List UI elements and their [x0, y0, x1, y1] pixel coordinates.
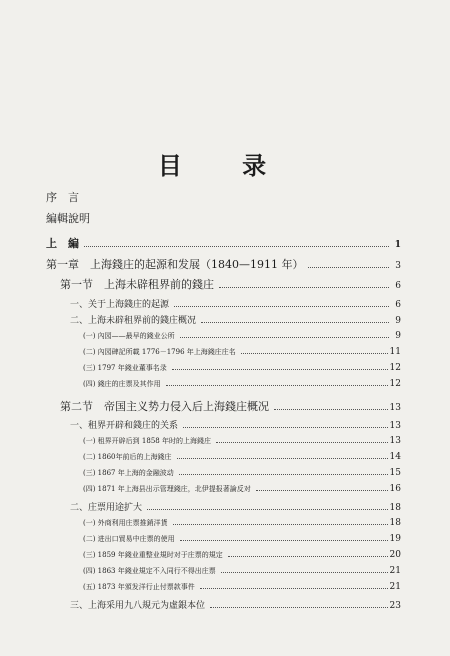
toc-entry-label: (三) 1859 年錢业重整业規时对于庄票的規定 [83, 551, 223, 559]
toc-entry-page-number: 18 [389, 518, 401, 528]
dot-leader [221, 571, 388, 573]
toc-entry-page-number: 12 [389, 363, 401, 373]
toc-entry[interactable] [83, 347, 401, 357]
front-matter-editorial-notes: 編輯說明 [46, 212, 90, 225]
toc-entry-page-number: 19 [389, 534, 401, 544]
toc-entry[interactable] [70, 418, 401, 431]
dot-leader [308, 266, 389, 268]
toc-entry[interactable] [70, 598, 401, 611]
dot-leader [241, 352, 388, 354]
toc-entry-label: (一) 租界开辟后到 1858 年时的上海錢庄 [83, 437, 211, 445]
toc-entry-page-number: 21 [389, 582, 401, 592]
toc-entry-label: (四) 1871 年上海县出示管理錢庄，北伊提报著論反对 [83, 485, 251, 493]
dot-leader [173, 523, 388, 525]
toc-entry-label: 二、上海未辟租界前的錢庄概况 [70, 316, 197, 326]
page-title: 目 录 [157, 151, 293, 180]
toc-entry-label: (二) 进出口貿易中庄票的使用 [83, 535, 175, 543]
toc-entry-label: (四) 錢庄的庄票及其作用 [83, 380, 161, 388]
toc-entry-label: 一、租界开辟和錢庄的关系 [70, 421, 179, 431]
toc-entry[interactable] [70, 500, 401, 513]
toc-entry[interactable] [83, 518, 401, 528]
dot-leader [228, 555, 388, 557]
toc-entry[interactable] [60, 276, 401, 292]
toc-entry-label: (二) 內园碑記所載 1776－1796 年上海錢庄庄名 [83, 348, 236, 356]
toc-entry-label: (三) 1867 年上海的金融波动 [83, 469, 174, 477]
toc-entry-page-number: 21 [389, 566, 401, 576]
dot-leader [166, 384, 388, 386]
toc-entry-page-number: 13 [389, 421, 401, 431]
toc-entry[interactable] [83, 452, 401, 462]
dot-leader [177, 457, 388, 459]
dot-leader [219, 286, 389, 288]
toc-entry-page-number: 6 [395, 300, 401, 310]
toc-entry[interactable] [83, 550, 401, 560]
dot-leader [179, 473, 388, 475]
toc-entry[interactable] [83, 468, 401, 478]
toc-entry-page-number: 3 [395, 261, 401, 271]
toc-entry[interactable] [83, 566, 401, 576]
dot-leader [201, 321, 389, 323]
toc-entry[interactable] [83, 534, 401, 544]
dot-leader [210, 606, 388, 608]
toc-entry[interactable] [83, 379, 401, 389]
toc-entry-label: 上 編 [46, 237, 79, 250]
toc-entry-page-number: 20 [389, 550, 401, 560]
toc-entry[interactable] [46, 235, 401, 251]
toc-entry-label: (四) 1863 年錢业規定不入同行不得出庄票 [83, 567, 216, 575]
toc-entry-label: (三) 1797 年錢业董事名录 [83, 364, 167, 372]
toc-entry[interactable] [83, 436, 401, 446]
front-matter-preface: 序 言 [46, 191, 79, 204]
toc-entry-page-number: 6 [395, 281, 401, 291]
dot-leader [180, 539, 388, 541]
toc-entry[interactable] [83, 484, 401, 494]
toc-entry[interactable] [60, 398, 401, 414]
toc-entry-page-number: 9 [395, 331, 401, 341]
toc-entry[interactable] [70, 297, 401, 310]
toc-entry[interactable] [83, 582, 401, 592]
toc-entry-page-number: 11 [389, 347, 401, 357]
toc-entry-page-number: 12 [389, 379, 401, 389]
dot-leader [180, 336, 389, 338]
toc-entry-page-number: 13 [389, 403, 401, 413]
toc-entry-page-number: 9 [395, 316, 401, 326]
toc-entry-page-number: 18 [389, 503, 401, 513]
toc-entry-page-number: 23 [389, 601, 401, 611]
toc-entry[interactable] [83, 331, 401, 341]
dot-leader [274, 408, 388, 410]
toc-entry-label: 第二节 帝国主义势力侵入后上海錢庄概况 [60, 400, 269, 413]
toc-entry-label: (五) 1873 年頒发洋行止付票款事件 [83, 583, 195, 591]
toc-entry-label: 第一章 上海錢庄的起源和发展（1840—1911 年） [46, 258, 304, 271]
toc-entry-page-number: 15 [389, 468, 401, 478]
dot-leader [183, 426, 388, 428]
dot-leader [147, 508, 388, 510]
toc-entry-label: (二) 1860年前后的上海錢庄 [83, 453, 172, 461]
toc-entry-page-number: 14 [389, 452, 401, 462]
dot-leader [200, 587, 388, 589]
toc-entry[interactable] [70, 313, 401, 326]
dot-leader [84, 245, 389, 247]
toc-entry-label: 一、关于上海錢庄的起源 [70, 300, 170, 310]
toc-entry-page-number: 13 [389, 436, 401, 446]
toc-entry-label: 第一节 上海未辟租界前的錢庄 [60, 278, 214, 291]
toc-entry-label: 三、上海采用九八規元为虛銀本位 [70, 601, 206, 611]
dot-leader [172, 368, 388, 370]
toc-entry-page-number: 16 [389, 484, 401, 494]
dot-leader [256, 489, 388, 491]
dot-leader [216, 441, 388, 443]
toc-entry[interactable] [46, 256, 401, 272]
dot-leader [174, 305, 389, 307]
toc-entry-page-number: 1 [394, 240, 401, 250]
toc-entry[interactable] [83, 363, 401, 373]
toc-entry-label: (一) 外商利用庄票推銷洋貨 [83, 519, 168, 527]
toc-entry-label: 二、庄票用途扩大 [70, 503, 143, 513]
toc-entry-label: (一) 內园——最早的錢业公所 [83, 332, 175, 340]
